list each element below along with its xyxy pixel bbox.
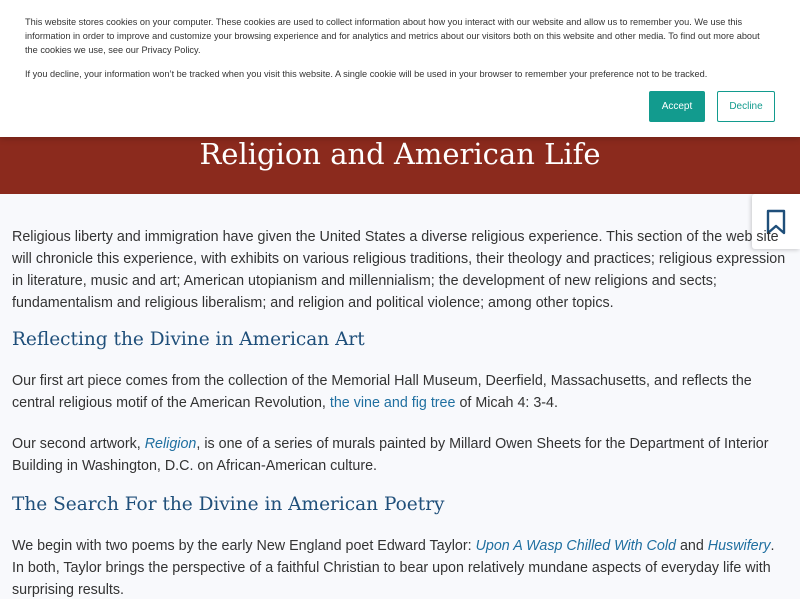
- decline-cookies-button[interactable]: Decline: [717, 91, 775, 122]
- cookie-notice-text: This website stores cookies on your computer. These cookies are used to collect information about how you interact with our website and allow us to remember you. We use this information in order to improve and customize your browsing experience and for analytics and metrics about our visitors both on this website and other media. To find out more about the cookies we use, see our Privacy Policy.: [25, 17, 760, 55]
- art-paragraph-1: [12, 370, 788, 414]
- text-span: . In both, Taylor brings the perspective of a faithful Christian to bear upon relatively mundane aspects of everyday life with surprising results.: [12, 538, 775, 598]
- wasp-poem-link[interactable]: Upon A Wasp Chilled With Cold: [475, 538, 676, 554]
- poetry-paragraph: [12, 535, 788, 599]
- page-title: Religion and American Life: [199, 137, 601, 171]
- religion-artwork-link[interactable]: Religion: [144, 436, 197, 452]
- cookie-decline-info: If you decline, your information won’t be tracked when you visit this website. A single cookie will be used in your browser to remember your preference not to be tracked.: [25, 69, 708, 79]
- accept-cookies-button[interactable]: Accept: [649, 91, 705, 122]
- text-span: Our second artwork,: [12, 436, 145, 452]
- vine-fig-tree-link[interactable]: the vine and fig tree: [329, 395, 456, 411]
- huswifery-poem-link[interactable]: Huswifery: [707, 538, 771, 554]
- art-paragraph-2: [12, 433, 788, 477]
- text-span: We begin with two poems by the early New England poet Edward Taylor:: [12, 538, 476, 554]
- section-heading-art: Reflecting the Divine in American Art: [12, 329, 365, 350]
- text-span: Our first art piece comes from the collection of the Memorial Hall Museum, Deerfield, Massachusetts, and reflects the central religious motif of the American Revolution,: [12, 373, 752, 411]
- section-heading-poetry: The Search For the Divine in American Poetry: [12, 494, 445, 515]
- text-span: of Micah 4: 3-4.: [455, 395, 558, 411]
- text-span: and: [675, 538, 708, 554]
- text-span: , is one of a series of murals painted by Millard Owen Sheets for the Department of Interior Building in Washington, D.C. on African-American culture.: [12, 436, 769, 474]
- cookie-banner: [0, 0, 800, 137]
- intro-paragraph: Religious liberty and immigration have given the United States a diverse religious experience. This section of the web site will chronicle this experience, with exhibits on various religious traditions, their theology and practices; religious expression in literature, music and art; American utopianism and millennialism; the development of new religions and sects; fundamentalism and religious liberalism; and religion and political violence; among other topics.: [12, 229, 786, 311]
